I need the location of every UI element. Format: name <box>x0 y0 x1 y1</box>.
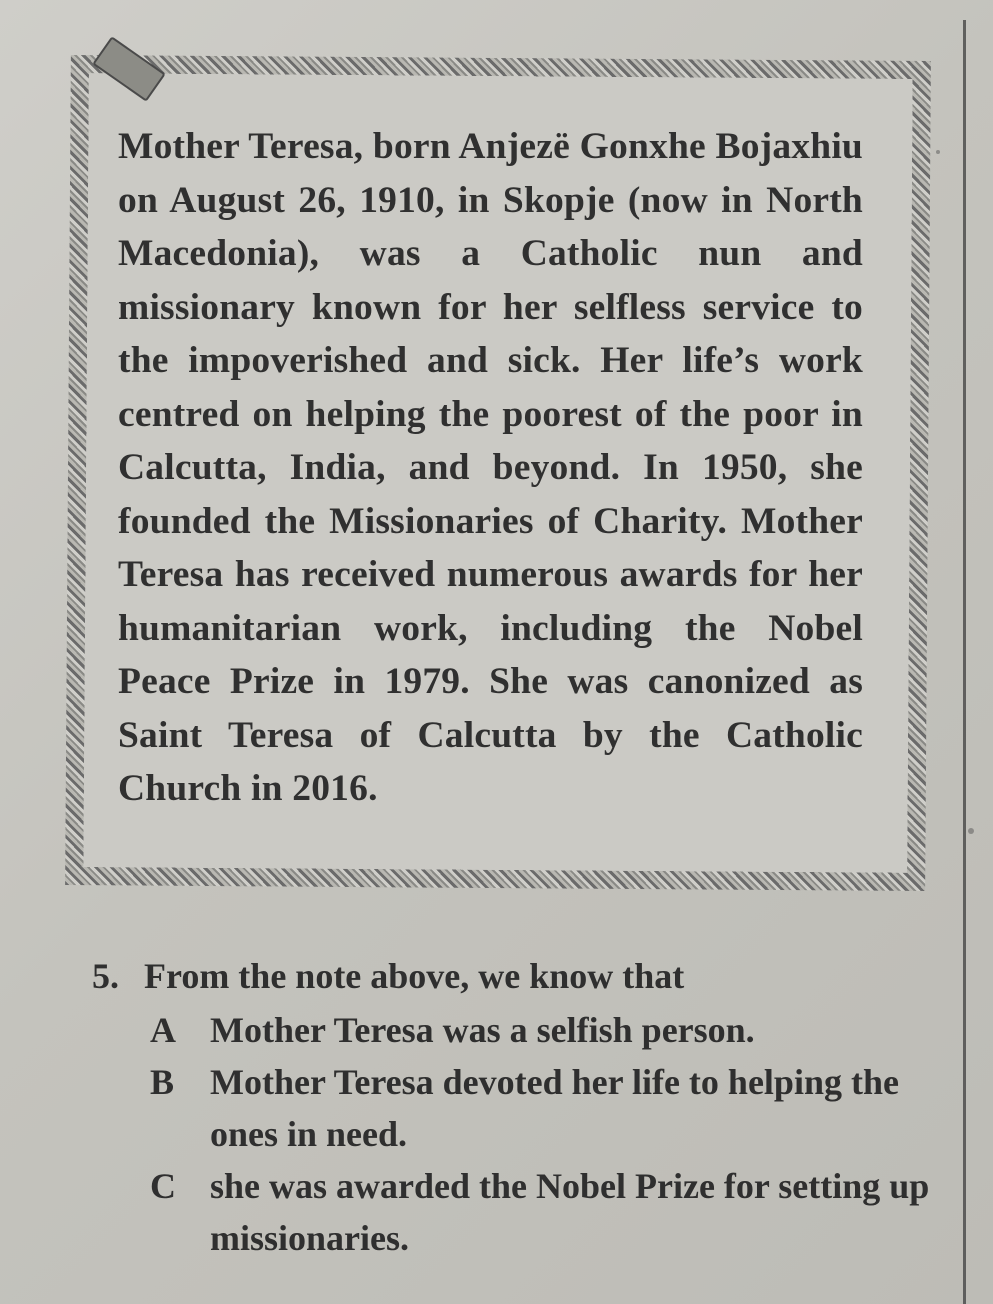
option-b-text: Mother Teresa devoted her life to helping the ones in need. <box>210 1062 899 1154</box>
question-stem <box>92 950 684 1002</box>
question-number: 5. <box>92 956 119 996</box>
margin-rule <box>963 20 966 1304</box>
option-c-text: she was awarded the Nobel Prize for setting up missionaries. <box>210 1166 930 1258</box>
option-b-letter: B <box>150 1062 175 1102</box>
option-c-letter: C <box>150 1166 176 1206</box>
note-text: Mother Teresa, born Anjezë Gonxhe Bojaxhiu on August 26, 1910, in Skopje (now in North Macedonia), was a Catholic nun and missionary known for her selfless service to the impoverished and sick. Her life’s work centred on helping the poorest of the poor in Calcutta, India, and beyond. In 1950, she founded the Missionaries of Charity. Mother Teresa has received numerous awards for her humanitarian work, including the Nobel Peace Prize in 1979. She was canonized as Saint Teresa of Calcutta by the Catholic Church in 2016. <box>118 126 863 809</box>
question-stem-text: From the note above, we know that <box>144 956 685 996</box>
paper-speck <box>936 150 940 154</box>
option-a-letter: A <box>150 1010 176 1050</box>
option-a-text: Mother Teresa was a selfish person. <box>210 1010 755 1050</box>
paper-speck <box>968 828 974 834</box>
